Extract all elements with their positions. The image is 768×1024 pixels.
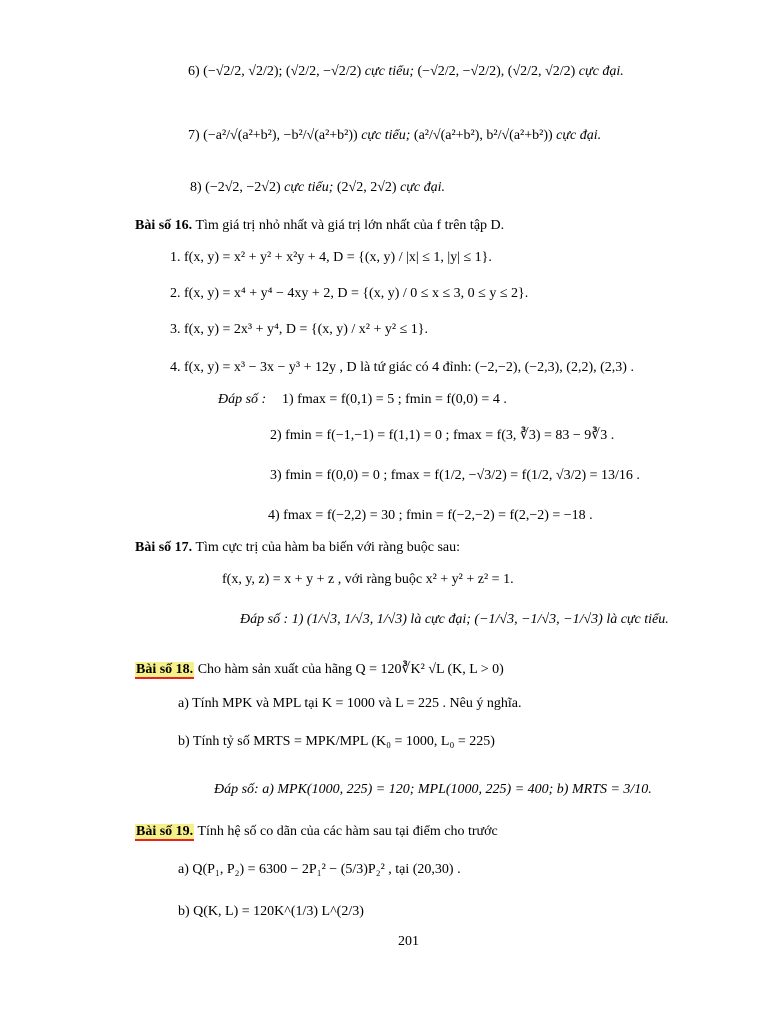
bai18-heading: Bài số 18. Cho hàm sản xuất của hãng Q = 120∛K² √L (K, L > 0): [136, 662, 504, 677]
bai16-heading: Bài số 16. Tìm giá trị nhỏ nhất và giá trị lớn nhất của f trên tập D.: [135, 218, 505, 233]
bai18-part-b: b) Tính tỷ số MRTS = MPK/MPL (K₀ = 1000, L₀ = 225): [178, 734, 495, 749]
bai16-item-2: 2. f(x, y) = x⁴ + y⁴ − 4xy + 2, D = {(x, y) / 0 ≤ x ≤ 3, 0 ≤ y ≤ 2}.: [170, 286, 529, 301]
bai16-item-4: 4. f(x, y) = x³ − 3x − y³ + 12y , D là tứ giác có 4 đỉnh: (−2,−2), (−2,3), (2,2), (2,3) .: [170, 360, 634, 375]
bai16-item-3: 3. f(x, y) = 2x³ + y⁴, D = {(x, y) / x² + y² ≤ 1}.: [170, 322, 428, 337]
bai18-title: Bài số 18.: [136, 662, 194, 677]
bai19-part-b: b) Q(K, L) = 120K^(1/3) L^(2/3): [178, 904, 364, 919]
bai16-answer-label: Đáp số :: [218, 392, 267, 407]
bai19-heading: Bài số 19. Tính hệ số co dãn của các hàm sau tại điểm cho trước: [136, 824, 498, 839]
bai17-answer: Đáp số : 1) (1/√3, 1/√3, 1/√3) là cực đại; (−1/√3, −1/√3, −1/√3) là cực tiểu.: [240, 612, 669, 627]
page-number: 201: [398, 934, 419, 949]
answer-7: 7) (−a²/√(a²+b²), −b²/√(a²+b²)) cực tiểu; (a²/√(a²+b²), b²/√(a²+b²)) cực đại.: [188, 128, 602, 143]
bai17-heading: Bài số 17. Tìm cực trị của hàm ba biến với ràng buộc sau:: [135, 540, 461, 555]
bai18-part-a: a) Tính MPK và MPL tại K = 1000 và L = 225 . Nêu ý nghĩa.: [178, 696, 522, 711]
bai19-part-a: a) Q(P₁, P₂) = 6300 − 2P₁² − (5/3)P₂² , tại (20,30) .: [178, 862, 461, 877]
bai16-answer-4: 4) fmax = f(−2,2) = 30 ; fmin = f(−2,−2) = f(2,−2) = −18 .: [268, 508, 593, 523]
bai16-item-1: 1. f(x, y) = x² + y² + x²y + 4, D = {(x, y) / |x| ≤ 1, |y| ≤ 1}.: [170, 250, 492, 265]
bai19-title: Bài số 19.: [136, 824, 194, 839]
bai18-answer: Đáp số: a) MPK(1000, 225) = 120; MPL(1000, 225) = 400; b) MRTS = 3/10.: [214, 782, 652, 797]
bai16-answer-1: 1) fmax = f(0,1) = 5 ; fmin = f(0,0) = 4 .: [282, 392, 507, 407]
bai17-formula: f(x, y, z) = x + y + z , với ràng buộc x² + y² + z² = 1.: [222, 572, 514, 587]
bai16-answer-2: 2) fmin = f(−1,−1) = f(1,1) = 0 ; fmax = f(3, ∛3) = 83 − 9∛3 .: [270, 428, 615, 443]
answer-6: 6) (−√2/2, √2/2); (√2/2, −√2/2) cực tiểu; (−√2/2, −√2/2), (√2/2, √2/2) cực đại.: [188, 64, 624, 79]
bai16-answer-3: 3) fmin = f(0,0) = 0 ; fmax = f(1/2, −√3/2) = f(1/2, √3/2) = 13/16 .: [270, 468, 640, 483]
answer-8: 8) (−2√2, −2√2) cực tiểu; (2√2, 2√2) cực đại.: [190, 180, 446, 195]
